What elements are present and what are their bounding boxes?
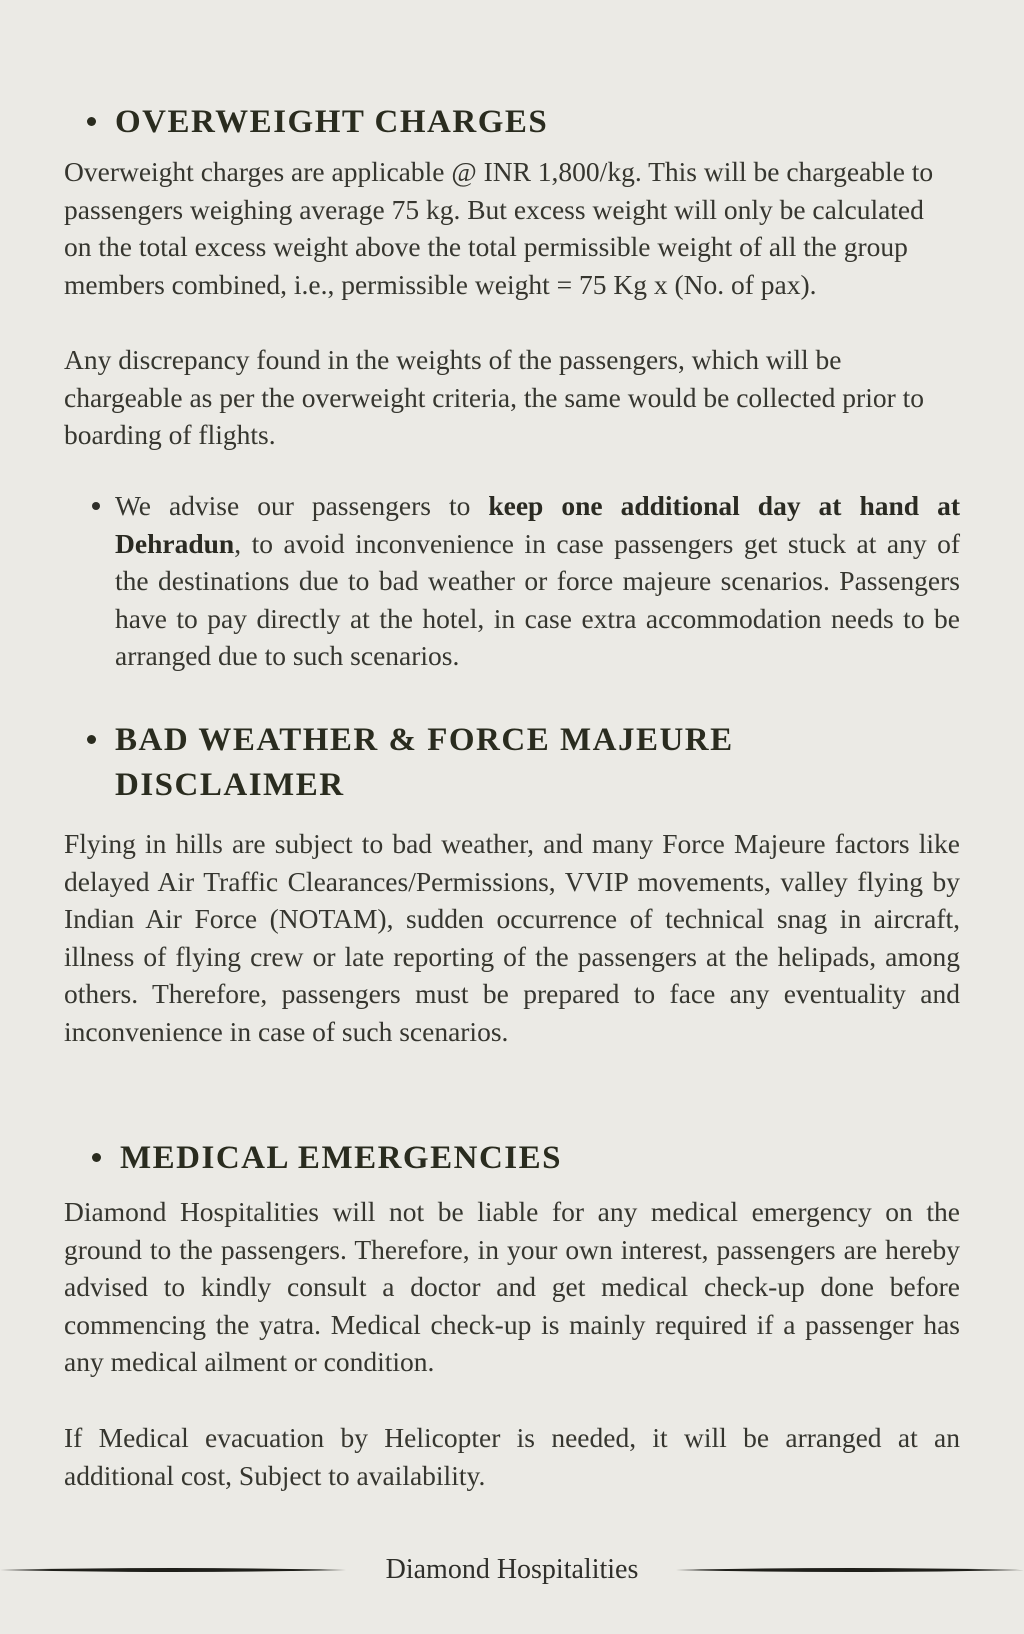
advice-text-before: We advise our passengers to <box>115 490 489 521</box>
advice-text-after: , to avoid inconvenience in case passengers get stuck at any of the destinations due to bad weather or force majeure scenarios. Passengers have to pay directly at the hotel, in case extra accommodation needs to be arranged due to such scenarios. <box>115 527 960 672</box>
weather-heading-line2: DISCLAIMER <box>115 767 345 803</box>
weather-paragraph: Flying in hills are subject to bad weather, and many Force Majeure factors like delayed Air Traffic Clearances/Permissions, VVIP movements, valley flying by Indian Air Force (NOTAM), sudden occurrence of technical snag in aircraft, illness of flying crew or late reporting of the passengers at the helipads, among others. Therefore, passengers must be prepared to face any eventuality and inconvenience in case of such scenarios. <box>64 828 960 1047</box>
bullet-icon <box>92 502 100 510</box>
medical-heading <box>120 1136 562 1181</box>
footer-right-rule <box>676 1567 1024 1573</box>
medical-paragraph-2: If Medical evacuation by Helicopter is needed, it will be arranged at an additional cost, Subject to availability. <box>64 1422 960 1491</box>
weather-heading-line1: BAD WEATHER & FORCE MAJEURE <box>115 722 734 758</box>
bullet-icon <box>87 117 96 126</box>
bullet-icon <box>92 1153 101 1162</box>
overweight-paragraph-1: Overweight charges are applicable @ INR 1,800/kg. This will be chargeable to passengers weighing average 75 kg. But excess weight will only be calculated on the total excess weight above the total permissible weight of all the group members combined, i.e., permissible weight = 75 Kg x (No. of pax). <box>64 156 934 300</box>
footer <box>0 1552 1024 1592</box>
bullet-icon <box>87 735 96 744</box>
overweight-paragraph-2: Any discrepancy found in the weights of the passengers, which will be chargeable as per the overweight criteria, the same would be collected prior to boarding of flights. <box>64 344 925 451</box>
overweight-heading <box>115 100 548 145</box>
medical-paragraph-1: Diamond Hospitalities will not be liable for any medical emergency on the ground to the passengers. Therefore, in your own interest, passengers are hereby advised to kindly consult a doctor and get medical check-up done before commencing the yatra. Medical check-up is mainly required if a passenger has any medical ailment or condition. <box>64 1196 960 1378</box>
footer-brand: Diamond Hospitalities <box>385 1554 639 1585</box>
medical-heading-text: MEDICAL EMERGENCIES <box>120 1140 562 1176</box>
overweight-heading-text: OVERWEIGHT CHARGES <box>115 104 549 140</box>
advice-paragraph <box>115 487 960 675</box>
weather-heading <box>115 718 734 808</box>
advice-text-bold: keep one additional day at hand at Dehradun <box>115 490 960 559</box>
